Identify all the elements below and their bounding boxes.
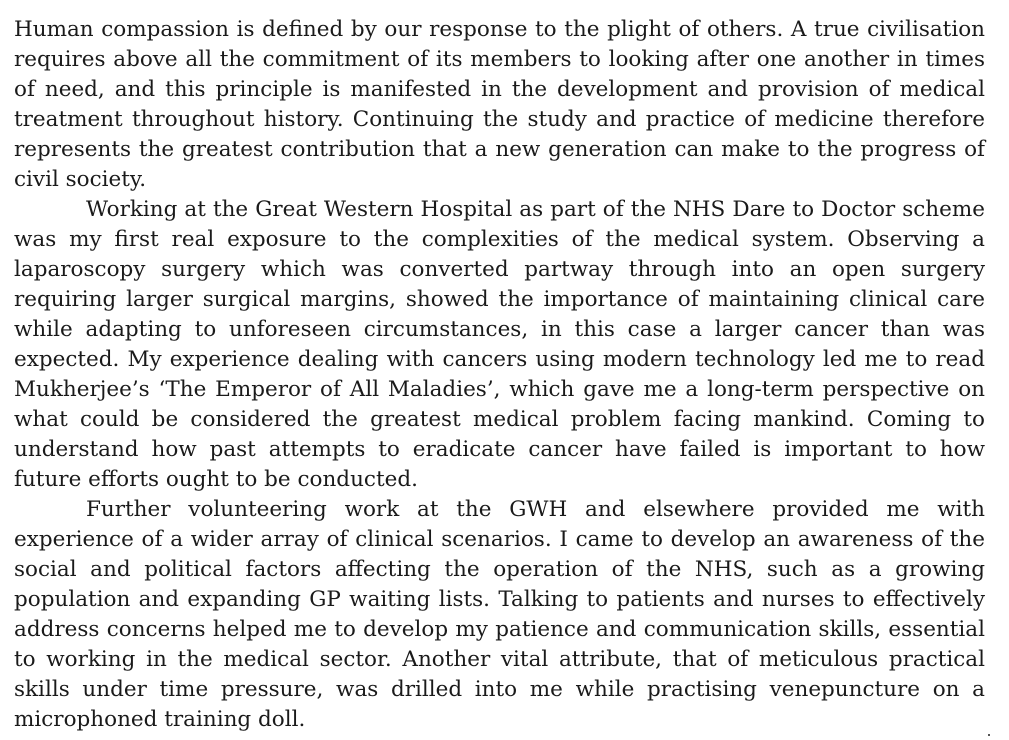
paragraph-hospital-experience: Working at the Great Western Hospital as part of the NHS Dare to Doctor scheme was my first real exposure to the complexities of the medical system. Observing a laparoscopy surgery which was converted partway through into an open surgery requiring larger surgical margins, showed the importance of maintaining clinical care while adapting to unforeseen circumstances, in this case a larger cancer than was expected. My experience dealing with cancers using modern technology led me to read Mukherjee’s ‘The Emperor of All Maladies’, which gave me a long-term perspective on what could be considered the greatest medical problem facing mankind. Coming to understand how past attempts to eradicate cancer have failed is important to how future efforts ought to be conducted.: [14, 197, 985, 492]
paragraph-intro: Human compassion is defined by our response to the plight of others. A true civilisation requires above all the commitment of its members to looking after one another in times of need, and this principle is manifested in the development and provision of medical treatment throughout history. Continuing the study and practice of medicine therefore represents the greatest contribution that a new generation can make to the progress of civil society.: [14, 17, 985, 192]
document-body: [14, 15, 985, 735]
page-edge-mark: [988, 734, 990, 736]
paragraph-volunteering: Further volunteering work at the GWH and elsewhere provided me with experience of a wider array of clinical scenarios. I came to develop an awareness of the social and political factors affecting the operation of the NHS, such as a growing population and expanding GP waiting lists. Talking to patients and nurses to effectively address concerns helped me to develop my patience and communication skills, essential to working in the medical sector. Another vital attribute, that of meticulous practical skills under time pressure, was drilled into me while practising venepuncture on a microphoned training doll.: [14, 497, 985, 732]
